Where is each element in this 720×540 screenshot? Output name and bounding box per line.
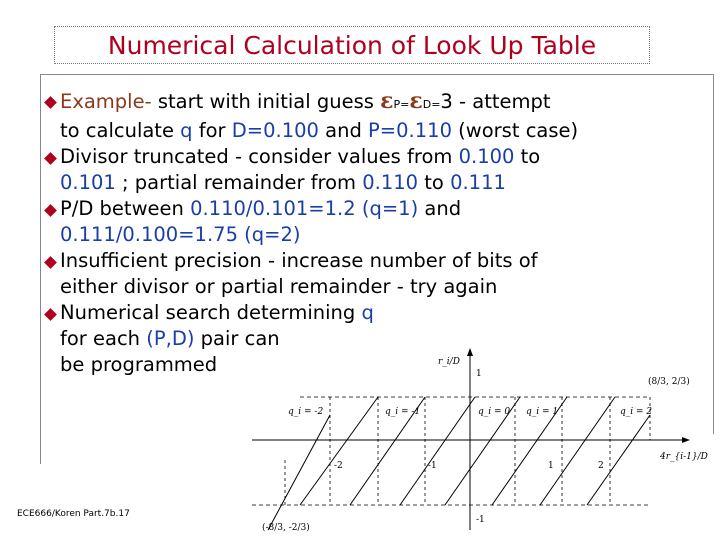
epsilon-p-symbol: ε xyxy=(380,88,394,114)
point-label-bottom: (-8/3, -2/3) xyxy=(262,523,310,533)
example-text-2: - attempt xyxy=(452,90,551,113)
region-label-q2: q_i = 2 xyxy=(620,407,653,417)
epsilon-d-subscript: D= xyxy=(422,98,441,111)
example-line2-b: for xyxy=(192,119,232,142)
example-text-1: start with initial guess xyxy=(151,90,381,113)
slide-footer: ECE666/Koren Part.7b.17 xyxy=(17,509,130,519)
epsilon-value: 3 xyxy=(440,90,453,113)
search-text-b: for each xyxy=(60,327,147,350)
precision-line-2: either divisor or partial remainder - try again xyxy=(60,275,498,298)
y-tick-top: 1 xyxy=(476,369,482,379)
epsilon-d-symbol: ε xyxy=(409,88,423,114)
region-label-qm1: q_i = -1 xyxy=(385,407,421,417)
precision-line-1: Insufficient precision - increase number of bits of xyxy=(60,249,538,272)
divisor-value-1: 0.100 xyxy=(458,145,515,168)
example-line2-d: (worst case) xyxy=(451,119,579,142)
divisor-value-3: 0.110 xyxy=(362,171,419,194)
search-text-a: Numerical search determining xyxy=(60,301,362,324)
region-label-q1: q_i = 1 xyxy=(526,407,559,417)
pd-text-b: and xyxy=(418,197,462,220)
example-p-value: P=0.110 xyxy=(368,119,452,142)
divisor-text-c: ; partial remainder from xyxy=(115,171,363,194)
example-prefix: Example- xyxy=(60,90,152,113)
region-dividers xyxy=(285,397,653,505)
y-axis-arrow-icon xyxy=(467,348,473,356)
x-tick-p1: 1 xyxy=(548,461,554,471)
example-q: q xyxy=(180,119,193,142)
example-line2-a: to calculate xyxy=(60,119,181,142)
sawtooth-lines xyxy=(268,397,653,530)
divisor-text-d: to xyxy=(418,171,451,194)
region-label-q0: q_i = 0 xyxy=(478,407,511,417)
pd-text-a: P/D between xyxy=(60,197,191,220)
divisor-value-4: 0.111 xyxy=(450,171,506,194)
example-d-value: D=0.100 xyxy=(231,119,319,142)
x-tick-m1: -1 xyxy=(428,461,437,471)
search-pd: (P,D) xyxy=(146,327,195,350)
search-text-d: be programmed xyxy=(60,353,218,376)
pd-value-1: 0.110/0.101=1.2 (q=1) xyxy=(190,197,419,220)
slide-title: Numerical Calculation of Look Up Table xyxy=(107,31,597,60)
divisor-text-a: Divisor truncated - consider values from xyxy=(60,145,459,168)
search-text-c: pair can xyxy=(194,327,280,350)
point-label-top: (8/3, 2/3) xyxy=(648,377,690,387)
divisor-text-b: to xyxy=(514,145,541,168)
y-tick-bottom: -1 xyxy=(476,515,485,525)
example-line2-c: and xyxy=(318,119,369,142)
epsilon-p-subscript: P= xyxy=(393,98,410,111)
region-label-qm2: q_i = -2 xyxy=(288,407,324,417)
x-axis-arrow-icon xyxy=(682,437,690,443)
pd-value-2: 0.111/0.100=1.75 (q=2) xyxy=(60,223,301,246)
divisor-value-2: 0.101 xyxy=(60,171,116,194)
x-axis-label: 4r_{i-1}/D xyxy=(660,452,708,462)
x-tick-m2: -2 xyxy=(334,461,343,471)
x-tick-p2: 2 xyxy=(598,461,604,471)
search-q: q xyxy=(361,301,374,324)
y-axis-label: r_i/D xyxy=(438,357,460,367)
